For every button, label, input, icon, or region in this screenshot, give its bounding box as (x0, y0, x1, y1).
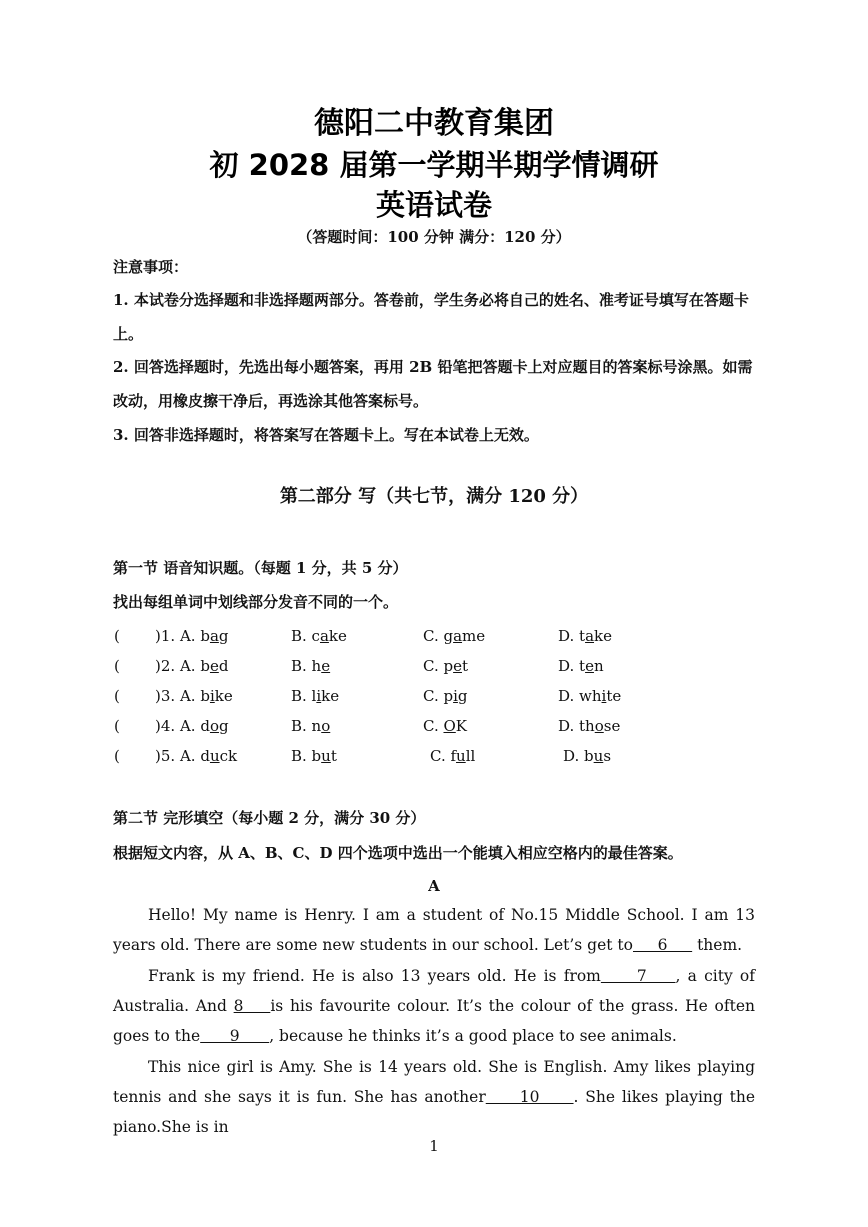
note-item-2: 2. 回答选择题时，先选出每小题答案，再用 2B 铅笔把答题卡上对应题目的答案标号涂黑。如需改动，用橡皮擦干净后，再选涂其他答案标号。 (113, 358, 753, 410)
blank-7: 7 (600, 967, 676, 985)
option-d: D. take (558, 627, 612, 645)
option-d: D. ten (558, 657, 604, 675)
option-c: C. game (423, 627, 486, 645)
question-row (0, 623, 868, 649)
option-a: )4. A. dog (155, 717, 229, 735)
option-a: )2. A. bed (155, 657, 229, 675)
passage-label: A (428, 877, 440, 895)
option-b: B. cake (291, 627, 347, 645)
option-a: )3. A. bike (155, 687, 233, 705)
option-c: C. pet (423, 657, 469, 675)
section1-title: 第一节 语音知识题。（每题 1 分，共 5 分） (113, 559, 408, 577)
answer-bracket: ( (114, 747, 120, 765)
section1-instruction: 找出每组单词中划线部分发音不同的一个。 (113, 593, 399, 611)
answer-bracket: ( (114, 627, 120, 645)
option-d: D. white (558, 687, 622, 705)
subject-title: 英语试卷 (375, 188, 492, 222)
option-b: B. like (291, 687, 340, 705)
option-d: D. those (558, 717, 621, 735)
answer-bracket: ( (114, 687, 120, 705)
note-item-1: 1. 本试卷分选择题和非选择题两部分。答卷前，学生务必将自己的姓名、准考证号填写在答题卡上。 (113, 291, 749, 343)
question-row (0, 683, 868, 709)
section2-title: 第二节 完形填空（每小题 2 分，满分 30 分） (113, 809, 426, 827)
school-name: 德阳二中教育集团 (314, 106, 554, 141)
option-b: B. no (291, 717, 331, 735)
option-a: )5. A. duck (155, 747, 238, 765)
answer-bracket: ( (114, 657, 120, 675)
time-and-score: （答题时间：100 分钟 满分：120 分） (297, 228, 571, 246)
note-item-3: 3. 回答非选择题时，将答案写在答题卡上。写在本试卷上无效。 (113, 426, 539, 444)
question-row (0, 743, 868, 769)
blank-9: 9 (200, 1027, 270, 1045)
question-row (0, 653, 868, 679)
exam-title: 初 2028 届第一学期半期学情调研 (209, 148, 659, 182)
option-b: B. he (291, 657, 331, 675)
passage-paragraph: Hello! My name is Henry. I am a student of No.15 Middle School. I am 13 years old. There are some new students in our school. Let’s get to 6 them. (113, 906, 755, 954)
option-c: C. OK (423, 717, 468, 735)
blank-10: 10 (485, 1088, 574, 1106)
question-row (0, 713, 868, 739)
part-title: 第二部分 写（共七节，满分 120 分） (279, 486, 589, 507)
passage-paragraph: This nice girl is Amy. She is 14 years old. She is English. Amy likes playing tennis and she says it is fun. She has another 10 . She likes playing the piano.She is in (113, 1058, 756, 1136)
blank-6: 6 (633, 936, 693, 954)
option-c: C. pig (423, 687, 468, 705)
answer-bracket: ( (114, 717, 120, 735)
option-b: B. but (291, 747, 337, 765)
section2-instruction: 根据短文内容，从 A、B、C、D 四个选项中选出一个能填入相应空格内的最佳答案。 (113, 844, 683, 862)
option-d: D. bus (563, 747, 612, 765)
blank-8: 8 (233, 997, 271, 1015)
passage-paragraph: Frank is my friend. He is also 13 years old. He is from 7 , a city of Australia. And 8 is his favourite colour. It’s the colour of the grass. He often goes to the 9 , because he thinks it’s a good place to see animals. (113, 967, 755, 1045)
page-number: 1 (429, 1137, 439, 1155)
notes-heading: 注意事项： (113, 258, 189, 276)
option-c: C. full (430, 747, 476, 765)
option-a: )1. A. bag (155, 627, 229, 645)
